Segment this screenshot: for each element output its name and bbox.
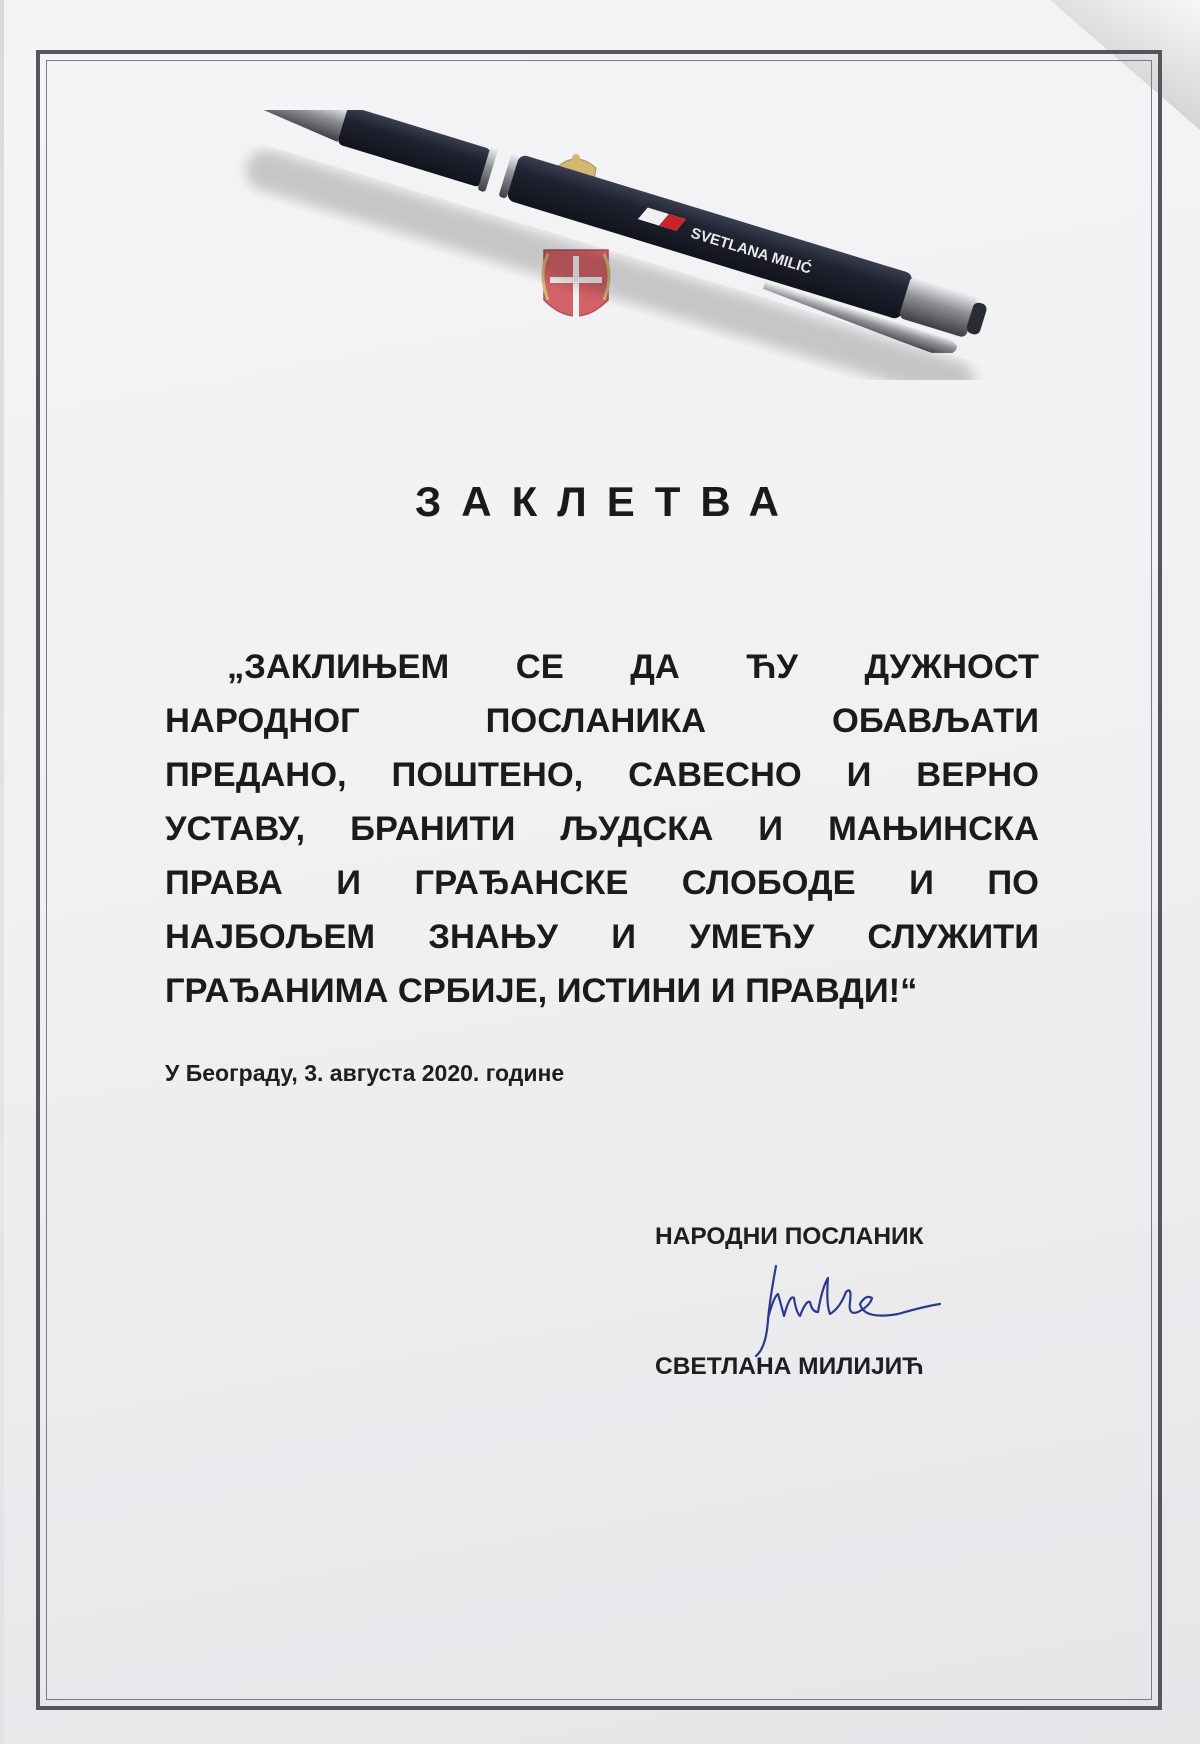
oath-line: „ЗАКЛИЊЕМ СЕ ДА ЋУ ДУЖНОСТ bbox=[227, 648, 1039, 686]
signatory-title: НАРОДНИ ПОСЛАНИК bbox=[655, 1223, 924, 1250]
oath-line: ПРАВА И ГРАЂАНСКЕ СЛОБОДЕ И ПО bbox=[165, 864, 1039, 902]
oath-line: УСТАВУ, БРАНИТИ ЉУДСКА И МАЊИНСКА bbox=[165, 810, 1039, 848]
oath-line: НАЈБОЉЕМ ЗНАЊУ И УМЕЋУ СЛУЖИТИ bbox=[165, 918, 1039, 956]
pen-brand-text: SVETLANA MILIĆ bbox=[688, 224, 814, 278]
date-line: У Београду, 3. августа 2020. године bbox=[165, 1060, 565, 1086]
document-title: ЗАКЛЕТВА bbox=[415, 478, 799, 525]
signatory-name: СВЕТЛАНА МИЛИЈИЋ bbox=[655, 1353, 924, 1380]
oath-text bbox=[165, 640, 1039, 1018]
handwritten-signature bbox=[748, 1258, 968, 1363]
oath-line: ГРАЂАНИМА СРБИЈЕ, ИСТИНИ И ПРАВДИ!“ bbox=[165, 972, 918, 1010]
oath-line: ПРЕДАНО, ПОШТЕНО, САВЕСНО И ВЕРНО bbox=[165, 756, 1039, 794]
oath-line: НАРОДНОГ ПОСЛАНИКА ОБАВЉАТИ bbox=[165, 702, 1039, 740]
ballpoint-pen-icon bbox=[210, 110, 1050, 380]
